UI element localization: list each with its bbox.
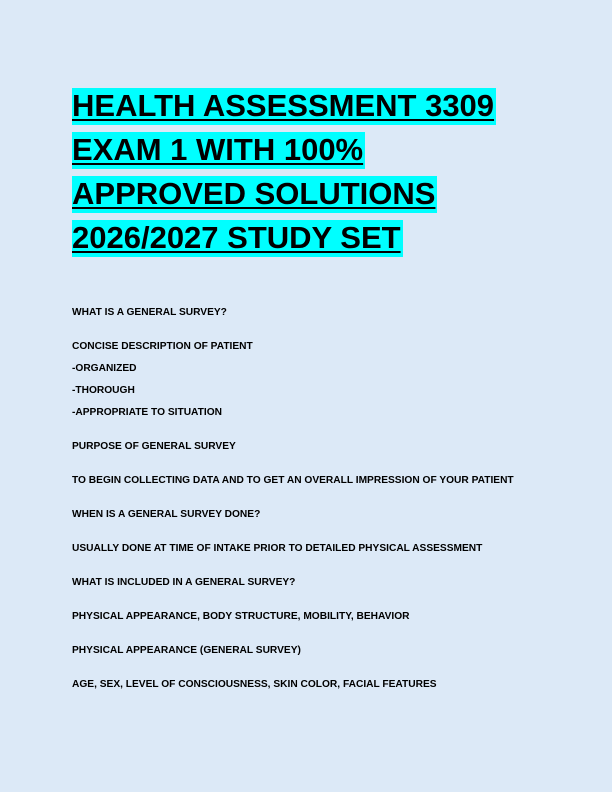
title-line-3: APPROVED SOLUTIONS (72, 176, 436, 211)
question-purpose: PURPOSE OF GENERAL SURVEY (72, 441, 236, 452)
title-line-2: EXAM 1 WITH 100% (72, 132, 364, 167)
title-line-1: HEALTH ASSESSMENT 3309 (72, 88, 495, 123)
question-physical-appearance: PHYSICAL APPEARANCE (GENERAL SURVEY) (72, 645, 301, 656)
answer-included: PHYSICAL APPEARANCE, BODY STRUCTURE, MOBILITY, BEHAVIOR (72, 611, 410, 622)
question-general-survey: WHAT IS A GENERAL SURVEY? (72, 307, 227, 318)
answer-general-survey: CONCISE DESCRIPTION OF PATIENT (72, 341, 253, 352)
document-title (72, 84, 512, 260)
question-included: WHAT IS INCLUDED IN A GENERAL SURVEY? (72, 577, 296, 588)
answer-item-thorough: -THOROUGH (72, 385, 135, 396)
answer-purpose: TO BEGIN COLLECTING DATA AND TO GET AN OVERALL IMPRESSION OF YOUR PATIENT (72, 475, 514, 486)
answer-item-appropriate: -APPROPRIATE TO SITUATION (72, 407, 222, 418)
answer-physical-appearance: AGE, SEX, LEVEL OF CONSCIOUSNESS, SKIN COLOR, FACIAL FEATURES (72, 679, 437, 690)
answer-when-done: USUALLY DONE AT TIME OF INTAKE PRIOR TO DETAILED PHYSICAL ASSESSMENT (72, 543, 483, 554)
answer-item-organized: -ORGANIZED (72, 363, 137, 374)
question-when-done: WHEN IS A GENERAL SURVEY DONE? (72, 509, 261, 520)
title-line-4: 2026/2027 STUDY SET (72, 220, 401, 255)
